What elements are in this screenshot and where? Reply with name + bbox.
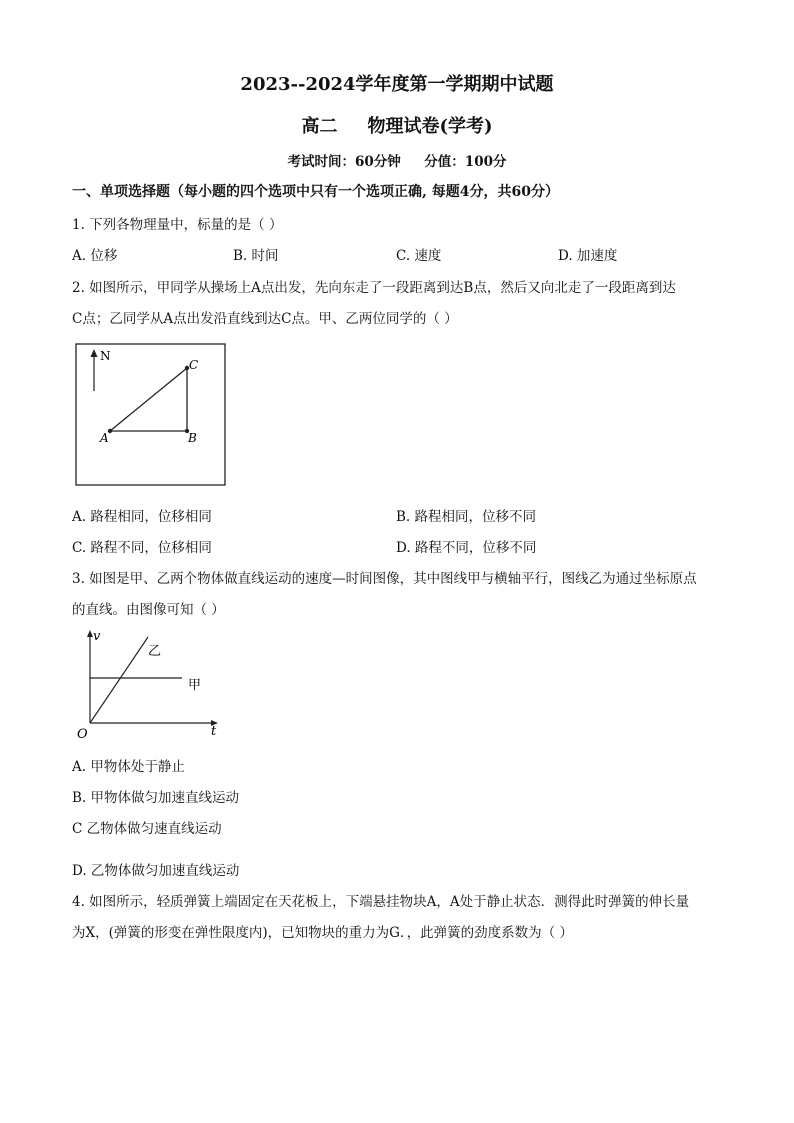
q1-option-c: C. 速度 [396, 248, 442, 264]
q3-option-a: A. 甲物体处于静止 [72, 759, 185, 775]
q3-option-c: C 乙物体做匀速直线运动 [72, 821, 222, 837]
point-c-label: C [189, 358, 199, 372]
q2-option-d: D. 路程不同，位移不同 [396, 540, 537, 556]
line-yi [90, 637, 148, 723]
exam-title: 2023--2024学年度第一学期期中试题 [240, 74, 554, 95]
q1-option-b: B. 时间 [233, 248, 279, 264]
line-jia-label: 甲 [188, 678, 202, 693]
exam-info: 考试时间：60分钟 分值：100分 [287, 154, 507, 170]
exam-subtitle [0, 112, 794, 138]
north-label: N [100, 349, 111, 363]
question-3-stem-line2: 的直线。由图像可知（ ） [72, 602, 225, 618]
subject-label: 物理试卷(学考) [367, 116, 493, 137]
q1-option-d: D. 加速度 [558, 248, 618, 264]
grade-label: 高二 [301, 116, 338, 137]
point-a-label: A [100, 431, 109, 445]
q2-figure [75, 343, 227, 487]
section-heading: 一、单项选择题（每小题的四个选项中只有一个选项正确, 每题4分，共60分） [72, 184, 559, 200]
q2-option-a: A. 路程相同，位移相同 [72, 509, 212, 525]
q2-option-c: C. 路程不同，位移相同 [72, 540, 212, 556]
q1-option-a: A. 位移 [72, 248, 118, 264]
v-axis-label: v [93, 629, 101, 644]
q2-option-b: B. 路程相同，位移不同 [396, 509, 537, 525]
point-b-label: B [188, 431, 197, 445]
q3-option-b: B. 甲物体做匀加速直线运动 [72, 790, 240, 806]
path-ac [110, 368, 187, 431]
q3-option-d: D. 乙物体做匀加速直线运动 [72, 863, 240, 879]
question-4-stem-line2: 为X，(弹簧的形变在弹性限度内)，已知物块的重力为G．，此弹簧的劲度系数为（ ） [72, 925, 573, 941]
question-3-stem-line1: 3. 如图是甲、乙两个物体做直线运动的速度—时间图像，其中图线甲与横轴平行，图线乙为通过坐标原点 [72, 571, 697, 587]
line-yi-label: 乙 [148, 644, 162, 659]
t-axis-label: t [211, 724, 217, 739]
q3-vt-graph [72, 625, 227, 743]
q2-figure-frame [76, 344, 225, 485]
question-2-stem-line1: 2. 如图所示，甲同学从操场上A点出发，先向东走了一段距离到达B点，然后又向北走了一段距离到达 [72, 280, 676, 296]
north-arrowhead-icon [91, 349, 98, 357]
question-4-stem-line1: 4. 如图所示，轻质弹簧上端固定在天花板上，下端悬挂物块A，A处于静止状态．测得此时弹簧的伸长量 [72, 894, 690, 910]
question-2-stem-line2: C点；乙同学从A点出发沿直线到达C点。甲、乙两位同学的（ ） [72, 311, 458, 327]
origin-label: O [77, 727, 88, 742]
question-1-stem: 1. 下列各物理量中，标量的是（ ） [72, 217, 283, 233]
